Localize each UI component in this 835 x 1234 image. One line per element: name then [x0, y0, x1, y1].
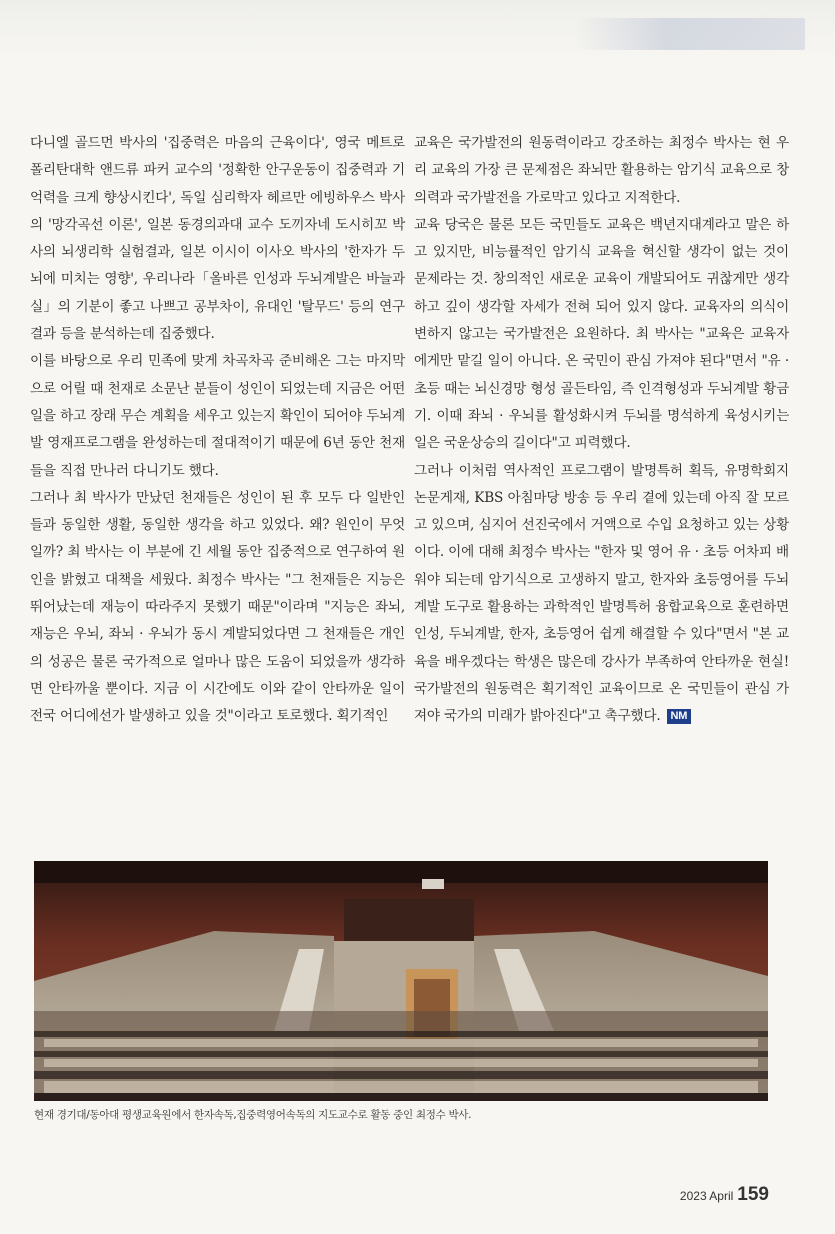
end-mark-badge: NM: [667, 709, 692, 724]
faded-header-graphic: [575, 18, 805, 50]
auditorium-photo: [34, 861, 768, 1101]
photo-caption: 현재 경기대/동아대 평생교육원에서 한자속독,집중력영어속독의 지도교수로 활동 중인 최정수 박사.: [34, 1109, 472, 1121]
top-header-band: [0, 0, 835, 60]
issue-date: 2023 April: [679, 1189, 734, 1203]
page-number: 159: [737, 1184, 769, 1205]
article-paragraph: 교육 당국은 물론 모든 국민들도 교육은 백년지대계라고 말은 하고 있지만, 비능률적인 암기식 교육을 혁신할 생각이 없는 것이 문제라는 것. 창의적인 새로운 교육이 개발되어도 귀찮게만 생각하고 깊이 생각할 자세가 전혀 되어 있지 않다. 교육자의 의식이 변하지 않고는 국가발전은 요원하다. 최 박사는 "교육은 교육자에게만 맡길 일이 아니다. 온 국민이 관심 가져야 된다"면서 "유 · 초등 때는 뇌신경망 형성 골든타임, 즉 인격형성과 두뇌계발 황금기. 이때 좌뇌 · 우뇌를 활성화시켜 두뇌를 명석하게 육성시키는 일은 국운상승의 길이다"고 피력했다.: [414, 216, 789, 452]
article-paragraph: 이를 바탕으로 우리 민족에 맞게 차곡차곡 준비해온 그는 마지막으로 어릴 때 천재로 소문난 분들이 성인이 되었는데 지금은 어떤 일을 하고 장래 무슨 계획을 세우고 있는지 확인이 되어야 두뇌계발 영재프로그램을 완성하는데 절대적이기 때문에 6년 동안 천재들을 직접 만나러 다니기도 했다.: [30, 353, 405, 479]
article-paragraph: 교육은 국가발전의 원동력이라고 강조하는 최정수 박사는 현 우리 교육의 가장 큰 문제점은 좌뇌만 활용하는 암기식 교육으로 창의력과 국가발전을 가로막고 있다고 지적한다.: [414, 135, 789, 206]
article-paragraph-text: 그러나 이처럼 역사적인 프로그램이 발명특허 획득, 유명학회지 논문게재, KBS 아침마당 방송 등 우리 곁에 있는데 아직 잘 모르고 있으며, 심지어 선진국에서 거액으로 수입 요청하고 있는 상황이다. 이에 대해 최정수 박사는 "한자 및 영어 유 · 초등 어차피 배워야 되는데 암기식으로 고생하지 말고, 한자와 초등영어를 두뇌계발 도구로 활용하는 과학적인 발명특허 융합교육으로 훈련하면 인성, 두뇌계발, 한자, 초등영어 쉽게 해결할 수 있다"면서 "본 교육을 배우겠다는 학생은 많은데 강사가 부족하여 안타까운 현실! 국가발전의 원동력은 획기적인 교육이므로 온 국민들이 관심 가져야 국가의 미래가 밝아진다"고 촉구했다.: [414, 462, 789, 725]
article-paragraph-final: [414, 458, 789, 731]
auditorium-illustration: [34, 861, 768, 1101]
article-paragraph: 그러나 최 박사가 만났던 천재들은 성인이 된 후 모두 다 일반인들과 동일한 생활, 동일한 생각을 하고 있었다. 왜? 원인이 무엇일까? 최 박사는 이 부분에 긴 세월 동안 집중적으로 연구하여 원인을 밝혔고 대책을 세웠다. 최정수 박사는 "그 천재들은 지능은 뛰어났는데 재능이 따라주지 못했기 때문"이라며 "지능은 좌뇌, 재능은 우뇌, 좌뇌 · 우뇌가 동시 계발되었다면 그 천재들은 개인의 성공은 물론 국가적으로 얼마나 많은 도움이 되었을까 생각하면 안타까울 뿐이다. 지금 이 시간에도 이와 같이 안타까운 일이 전국 어디에선가 발생하고 있을 것"이라고 토로했다. 획기적인: [30, 489, 405, 725]
article-left-column: [30, 130, 405, 731]
article-right-column: [414, 130, 789, 731]
article-paragraph: 다니엘 골드먼 박사의 '집중력은 마음의 근육이다', 영국 메트로폴리탄대학 앤드류 파커 교수의 '정확한 안구운동이 집중력과 기억력을 크게 향상시킨다', 독일 심리학자 헤르만 에빙하우스 박사의 '망각곡선 이론', 일본 동경의과대 교수 도끼자네 도시히꼬 박사의 뇌생리학 실험결과, 일본 이시이 이사오 박사의 '한자가 두뇌에 미치는 영향', 우리나라「올바른 인성과 두뇌계발은 바늘과 실」의 기분이 좋고 나쁘고 공부차이, 유대인 '탈무드' 등의 연구결과 등을 분석하는데 집중했다.: [30, 135, 405, 343]
page-footer: [680, 1184, 769, 1206]
